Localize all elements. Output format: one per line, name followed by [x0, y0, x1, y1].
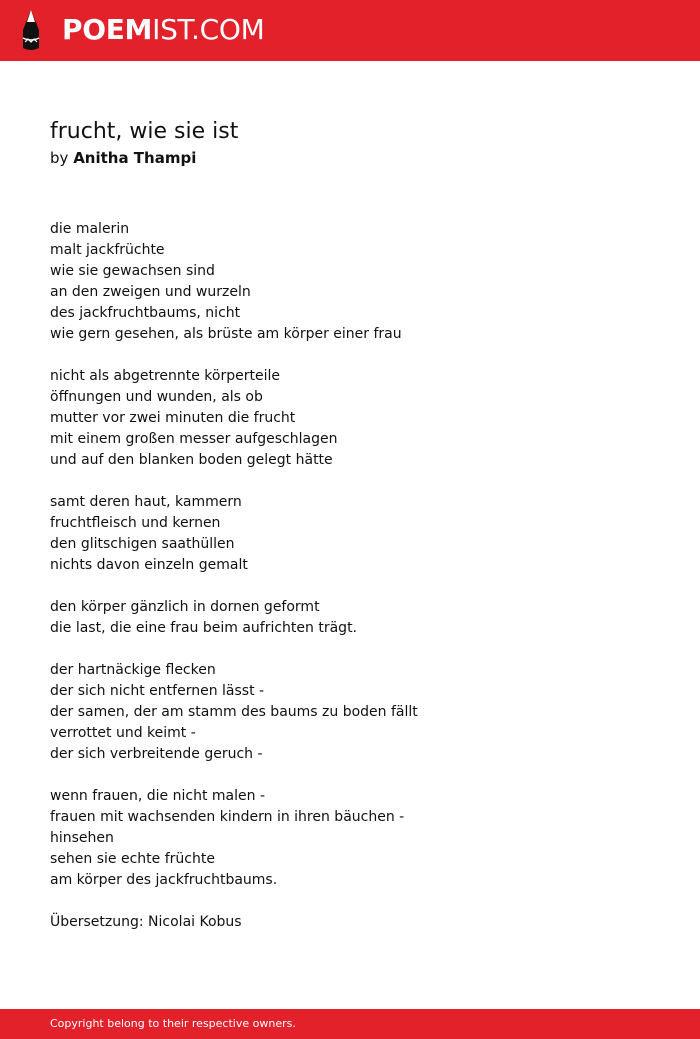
poem-line: nichts davon einzeln gemalt: [50, 557, 248, 573]
logo-light-text: IST.COM: [152, 13, 265, 46]
poem-body: [50, 219, 650, 933]
poem-line: der hartnäckige flecken: [50, 662, 216, 678]
poem-line: nicht als abgetrennte körperteile: [50, 368, 280, 384]
poem-line: verrottet und keimt -: [50, 725, 196, 741]
pen-nib-icon[interactable]: [17, 8, 45, 52]
poem-line: wie sie gewachsen sind: [50, 263, 215, 279]
poem-line: der sich nicht entfernen lässt -: [50, 683, 265, 699]
poem-line: mit einem großen messer aufgeschlagen: [50, 431, 338, 447]
poem-line: der samen, der am stamm des baums zu boden fällt: [50, 704, 418, 720]
poem-line: an den zweigen und wurzeln: [50, 284, 251, 300]
poem-line: öffnungen und wunden, als ob: [50, 389, 263, 405]
poem-line: den körper gänzlich in dornen geformt: [50, 599, 320, 615]
poem-title: frucht, wie sie ist: [50, 119, 239, 144]
poem-line: die last, die eine frau beim aufrichten trägt.: [50, 620, 358, 636]
poem-line: malt jackfrüchte: [50, 242, 165, 258]
poem-line: und auf den blanken boden gelegt hätte: [50, 452, 333, 468]
poem-line: fruchtfleisch und kernen: [50, 515, 221, 531]
translator-credit: Übersetzung: Nicolai Kobus: [50, 914, 242, 930]
poem-line: frauen mit wachsenden kindern in ihren bäuchen -: [50, 809, 405, 825]
poem-line: am körper des jackfruchtbaums.: [50, 872, 278, 888]
copyright-notice: Copyright belong to their respective owners.: [50, 1017, 296, 1030]
author-name: Anitha Thampi: [73, 149, 197, 167]
logo-bold-text: POEM: [62, 13, 153, 46]
stanza: [50, 219, 650, 345]
footer-bar: [0, 1009, 700, 1039]
stanza: [50, 786, 650, 891]
site-logo[interactable]: [62, 12, 265, 48]
poem-line: mutter vor zwei minuten die frucht: [50, 410, 296, 426]
poem-line: die malerin: [50, 221, 130, 237]
poem-line: des jackfruchtbaums, nicht: [50, 305, 241, 321]
poem-line: den glitschigen saathüllen: [50, 536, 235, 552]
stanza: [50, 597, 650, 639]
header-bar: [0, 0, 700, 61]
by-label: by: [50, 149, 69, 167]
poem-line: samt deren haut, kammern: [50, 494, 242, 510]
stanza: [50, 660, 650, 765]
stanza: [50, 492, 650, 576]
poem-line: wenn frauen, die nicht malen -: [50, 788, 265, 804]
byline: [50, 147, 650, 169]
poem-line: sehen sie echte früchte: [50, 851, 215, 867]
poem-content: [50, 117, 650, 933]
poem-line: wie gern gesehen, als brüste am körper einer frau: [50, 326, 402, 342]
poem-line: der sich verbreitende geruch -: [50, 746, 263, 762]
stanza: [50, 366, 650, 471]
poem-line: hinsehen: [50, 830, 114, 846]
